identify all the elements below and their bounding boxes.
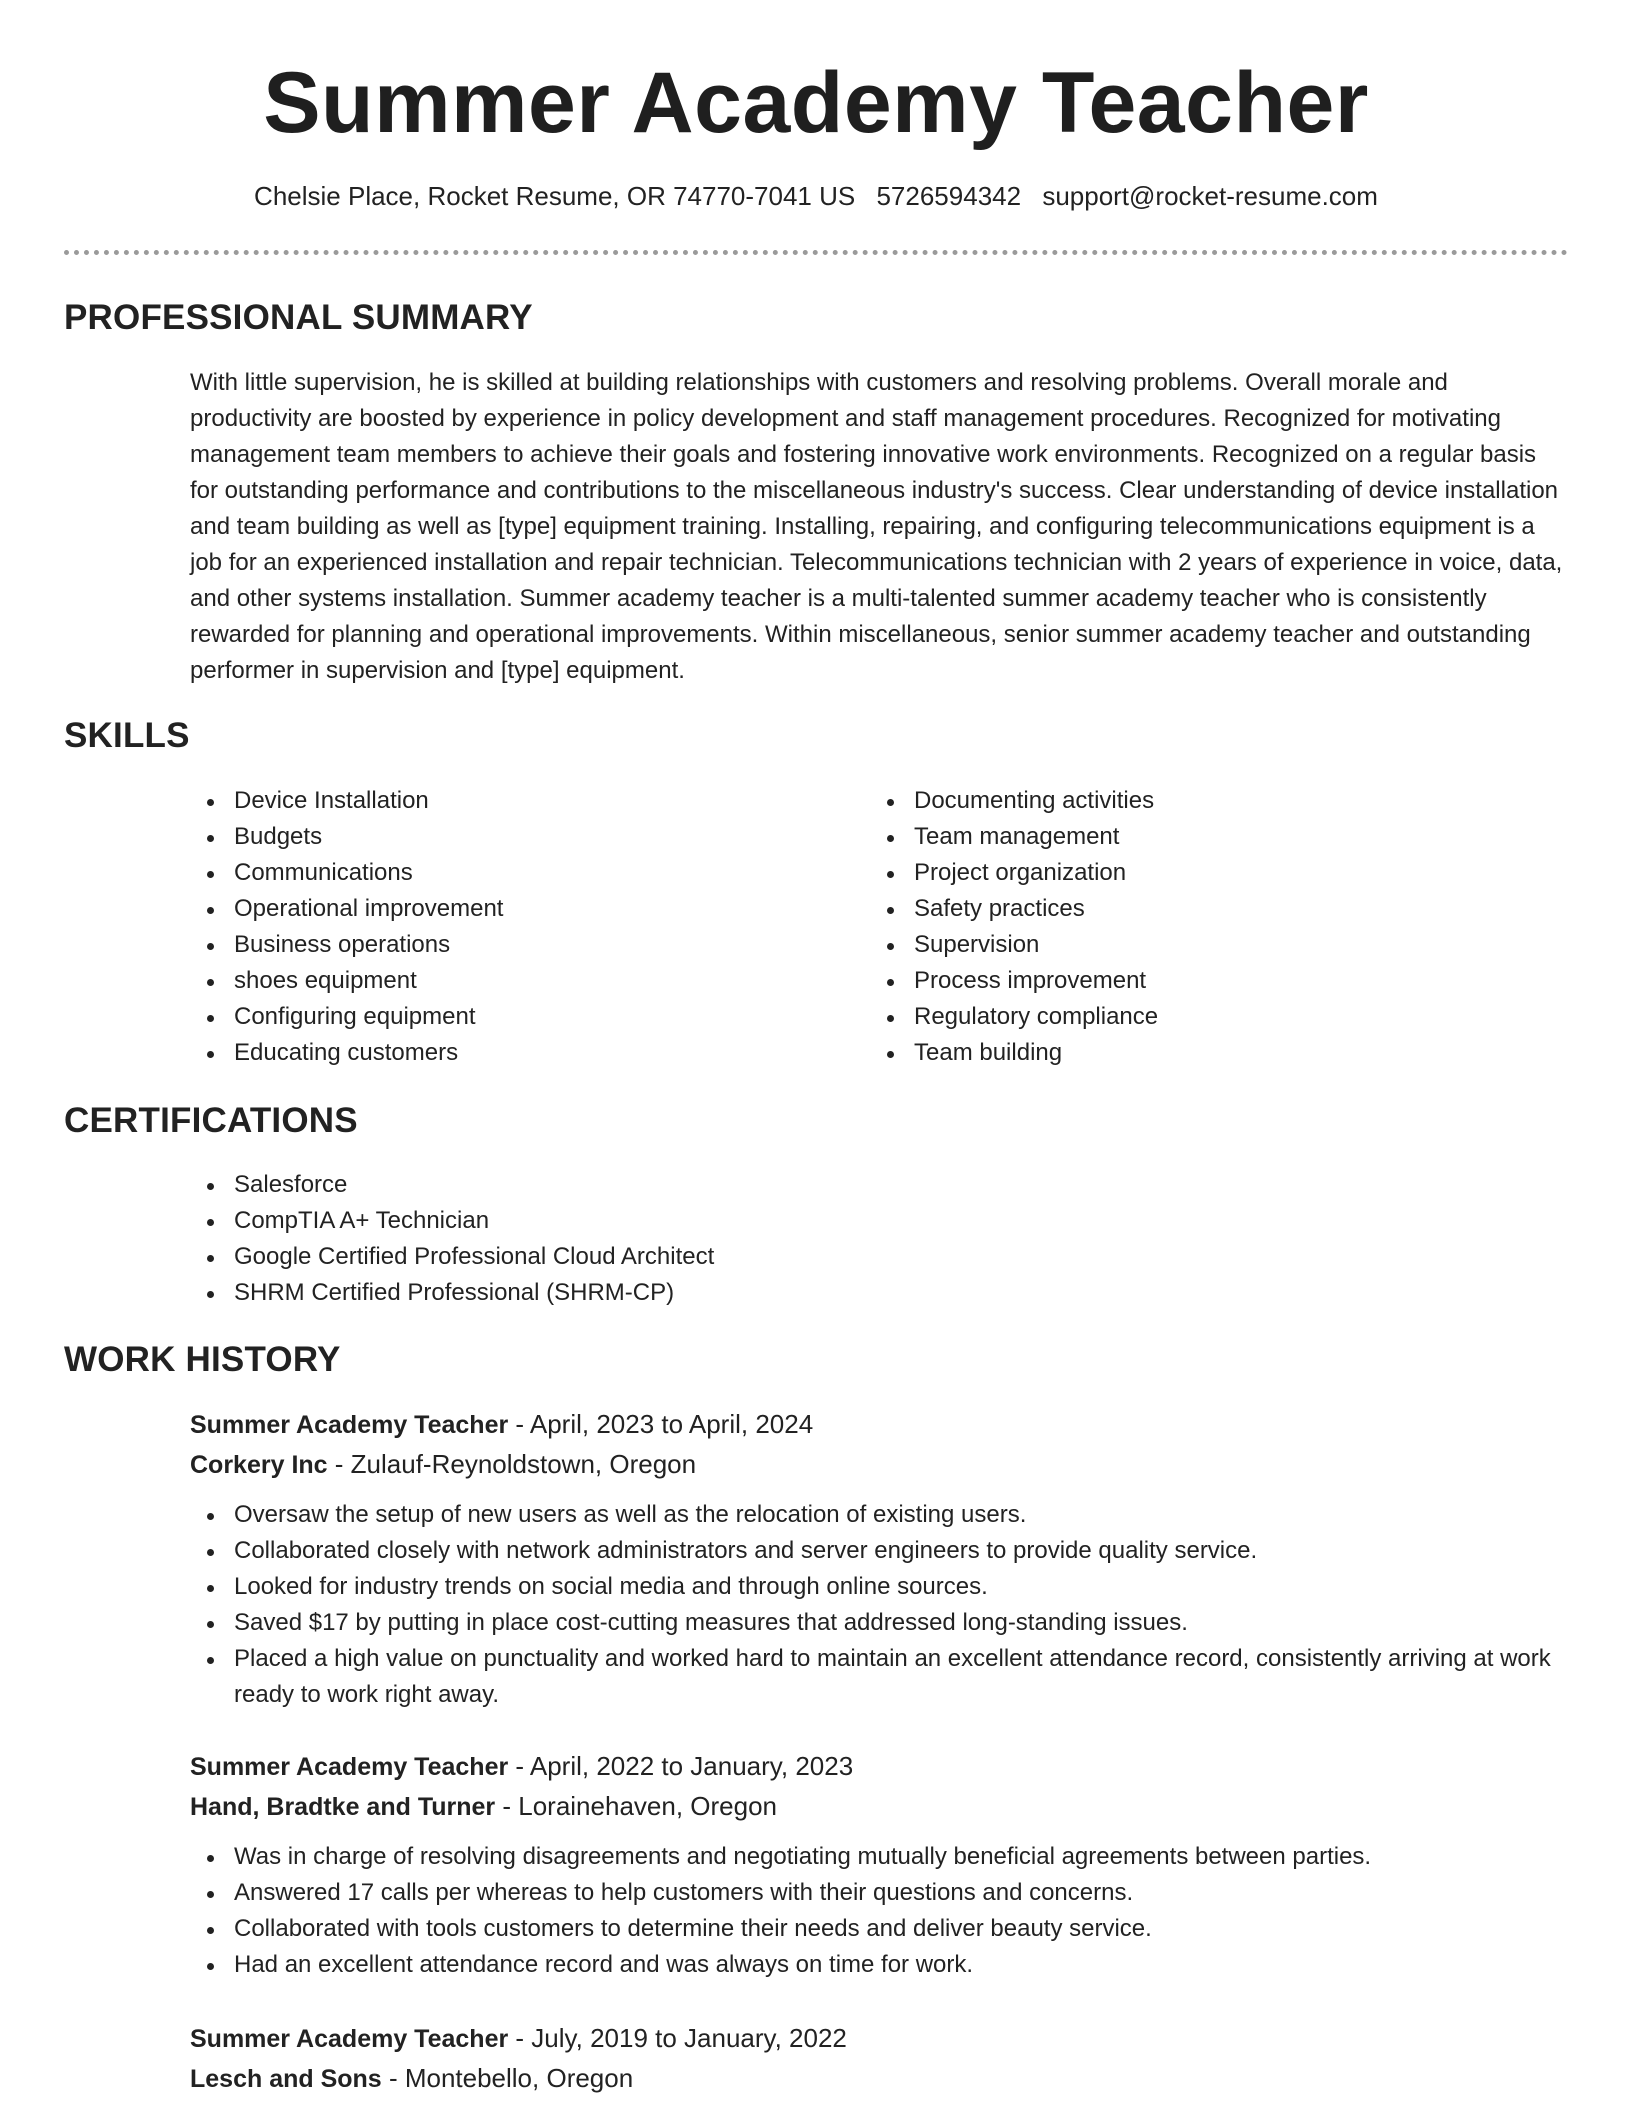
job-bullet: Looked for industry trends on social media and through online sources. [190,1569,1580,1605]
job-dates: - April, 2023 to April, 2024 [508,1409,814,1439]
job-bullet: Had an excellent attendance record and was always on time for work. [190,1947,1580,1983]
job-entry [190,1747,1580,1983]
skill-item: Communications [190,855,830,891]
job-bullet: Saved $17 by putting in place cost-cutting measures that addressed long-standing issues. [190,1605,1580,1641]
summary-text: With little supervision, he is skilled at building relationships with customers and resolving problems. Overall morale and productivity are boosted by experience in policy development and staff management procedures. Recognized for motivating management team members to achieve their goals and fostering innovative work environments. Recognized on a regular basis for outstanding performance and contributions to the miscellaneous industry's success. Clear understanding of device installation and team building as well as [type] equipment training. Installing, repairing, and configuring telecommunications equipment is a job for an experienced installation and repair technician. Telecommunications technician with 2 years of experience in voice, data, and other systems installation. Summer academy teacher is a multi-talented summer academy teacher who is consistently rewarded for planning and operational improvements. Within miscellaneous, senior summer academy teacher and outstanding performer in supervision and [type] equipment. [190,369,1563,684]
job-title: Summer Academy Teacher [190,1753,509,1781]
job-entry [190,2019,1580,2099]
skills-column-left [190,783,830,1071]
certification-item: Google Certified Professional Cloud Architect [190,1239,1190,1275]
skill-item: Team management [870,819,1510,855]
skill-item: shoes equipment [190,963,830,999]
skill-item: Regulatory compliance [870,999,1510,1035]
section-title-work-history: WORK HISTORY [64,1340,341,1379]
job-dates: - April, 2022 to January, 2023 [508,1751,854,1781]
skill-item: Supervision [870,927,1510,963]
contact-address: Chelsie Place, Rocket Resume, OR 74770-7041 US [254,181,856,211]
job-bullet: Was in charge of resolving disagreements and negotiating mutually beneficial agreements between parties. [190,1839,1580,1875]
job-bullets [190,1839,1580,1983]
job-company: Hand, Bradtke and Turner [190,1793,496,1821]
job-company: Corkery Inc [190,1451,328,1479]
job-location: - Lorainehaven, Oregon [495,1791,777,1821]
contact-line [0,181,1632,212]
skill-item: Configuring equipment [190,999,830,1035]
job-title-line [190,1405,1580,1445]
job-location: - Zulauf-Reynoldstown, Oregon [327,1449,697,1479]
certifications [190,1167,1190,1311]
skill-item: Process improvement [870,963,1510,999]
job-dates: - July, 2019 to January, 2022 [508,2023,847,2053]
skills-list-right [870,783,1510,1071]
section-title-summary: PROFESSIONAL SUMMARY [64,298,533,337]
skill-item: Business operations [190,927,830,963]
certification-item: Salesforce [190,1167,1190,1203]
job-entry [190,1405,1580,1713]
job-location: - Montebello, Oregon [381,2063,634,2093]
job-bullet: Collaborated closely with network administrators and server engineers to provide quality service. [190,1533,1580,1569]
skills-column-right [870,783,1510,1071]
skills-list-left [190,783,830,1071]
contact-phone: 5726594342 [876,181,1022,211]
section-title-skills: SKILLS [64,716,190,755]
certification-item: CompTIA A+ Technician [190,1203,1190,1239]
skill-item: Documenting activities [870,783,1510,819]
job-title-line [190,1747,1580,1787]
resume-name: Summer Academy Teacher [263,55,1369,151]
skill-item: Project organization [870,855,1510,891]
job-title: Summer Academy Teacher [190,1411,509,1439]
job-bullet: Collaborated with tools customers to determine their needs and deliver beauty service. [190,1911,1580,1947]
job-bullet: Placed a high value on punctuality and worked hard to maintain an excellent attendance record, consistently arriving at work ready to work right away. [190,1641,1580,1713]
section-title-certifications: CERTIFICATIONS [64,1101,358,1140]
job-bullet: Answered 17 calls per whereas to help customers with their questions and concerns. [190,1875,1580,1911]
skill-item: Educating customers [190,1035,830,1071]
job-bullets [190,1497,1580,1713]
skill-item: Operational improvement [190,891,830,927]
skill-item: Budgets [190,819,830,855]
job-company-line [190,2059,1580,2099]
job-title: Summer Academy Teacher [190,2025,509,2053]
job-company-line [190,1445,1580,1485]
contact-email[interactable]: support@rocket-resume.com [1042,181,1378,211]
certification-item: SHRM Certified Professional (SHRM-CP) [190,1275,1190,1311]
job-company: Lesch and Sons [190,2065,382,2093]
job-bullet: Oversaw the setup of new users as well as the relocation of existing users. [190,1497,1580,1533]
skill-item: Device Installation [190,783,830,819]
job-company-line [190,1787,1580,1827]
job-title-line [190,2019,1580,2059]
certifications-list [190,1167,1190,1311]
skill-item: Safety practices [870,891,1510,927]
header-divider [64,250,1568,255]
skill-item: Team building [870,1035,1510,1071]
